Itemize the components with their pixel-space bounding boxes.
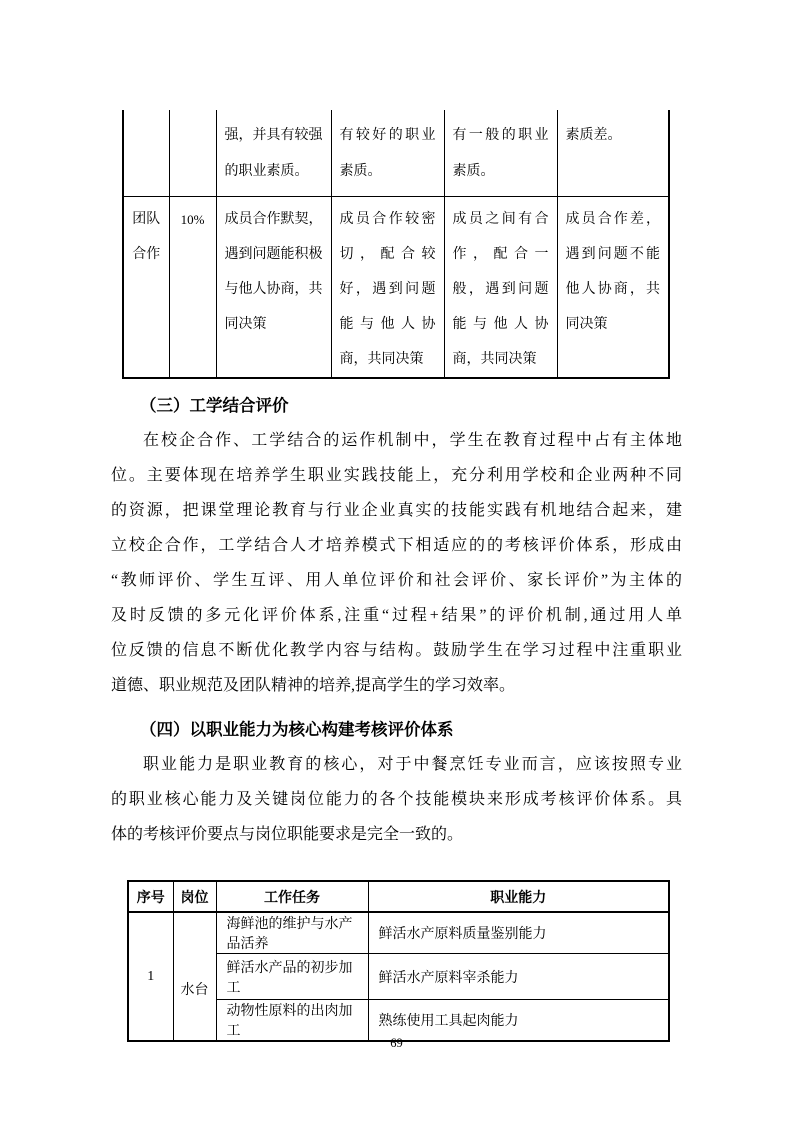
cell-post-name: 水台 — [173, 912, 216, 1041]
table-row — [128, 912, 669, 954]
section3-paragraph — [111, 423, 682, 703]
paragraph-line: 位。主要体现在培养学生职业实践技能上，充分利用学校和企业两种不同 — [111, 467, 682, 484]
paragraph-line: 位反馈的信息不断优化教学内容与结构。鼓励学生在学习过程中注重职业 — [111, 642, 682, 659]
cell-ability: 鲜活水产原料质量鉴别能力 — [368, 912, 669, 954]
cell-criteria-good: 有较好的职业素质。 — [331, 110, 444, 197]
paragraph-line: 的职业核心能力及关键岗位能力的各个技能模块来形成考核评价体系。具 — [111, 791, 682, 808]
cell-criteria-poor: 成员合作差，遇到问题不能他人协商，共同决策 — [557, 197, 669, 379]
cell-weight: 10% — [169, 197, 216, 379]
cell-task: 动物性原料的出肉加工 — [216, 1000, 368, 1042]
cell-seq-number: 1 — [128, 912, 173, 1041]
paragraph-line: 的资源，把课堂理论教育与行业企业真实的技能实践有机地结合起来，建 — [111, 502, 682, 519]
header-task: 工作任务 — [216, 881, 368, 912]
page-content — [111, 110, 682, 1042]
header-post: 岗位 — [173, 881, 216, 912]
header-seq: 序号 — [128, 881, 173, 912]
paragraph-line: 体的考核评价要点与岗位职能要求是完全一致的。 — [111, 826, 464, 843]
cell-criteria-poor: 素质差。 — [557, 110, 669, 197]
cell-criteria-average: 成员之间有合作，配合一般，遇到问题能与他人协商，共同决策 — [444, 197, 557, 379]
cell-task: 海鲜池的维护与水产品活养 — [216, 912, 368, 954]
paragraph-line: 职业能力是职业教育的核心，对于中餐烹饪专业而言，应该按照专业 — [143, 756, 682, 773]
cell-criteria-average: 有一般的职业素质。 — [444, 110, 557, 197]
paragraph-line: 及时反馈的多元化评价体系,注重“过程+结果”的评价机制,通过用人单 — [111, 607, 682, 624]
evaluation-row-partial — [123, 110, 669, 197]
section4-heading: （四）以职业能力为核心构建考核评价体系 — [140, 721, 454, 739]
cell-ability: 鲜活水产原料宰杀能力 — [368, 954, 669, 1000]
section3-heading: （三）工学结合评价 — [140, 397, 289, 415]
cell-criteria-excellent: 成员合作默契，遇到问题能积极与他人协商，共同决策 — [216, 197, 331, 379]
paragraph-line: “教师评价、学生互评、用人单位评价和社会评价、家长评价”为主体的 — [111, 572, 682, 589]
job-competency-table — [127, 880, 670, 1042]
cell-criteria-good: 成员合作较密切，配合较好，遇到问题能与他人协商，共同决策 — [331, 197, 444, 379]
page-number: 69 — [390, 1036, 403, 1050]
evaluation-criteria-table — [122, 110, 670, 379]
evaluation-row-teamwork — [123, 197, 669, 379]
section4-paragraph — [111, 747, 682, 852]
paragraph-line: 在校企合作、工学结合的运作机制中，学生在教育过程中占有主体地 — [143, 432, 682, 449]
cell-item-empty — [123, 110, 169, 197]
job-table-header-row — [128, 881, 669, 912]
cell-criteria-excellent: 强，并具有较强的职业素质。 — [216, 110, 331, 197]
cell-weight-empty — [169, 110, 216, 197]
cell-ability: 熟练使用工具起肉能力 — [368, 1000, 669, 1042]
cell-item-teamwork: 团队合作 — [123, 197, 169, 379]
paragraph-line: 立校企合作，工学结合人才培养模式下相适应的的考核评价体系，形成由 — [111, 537, 682, 554]
cell-task: 鲜活水产品的初步加工 — [216, 954, 368, 1000]
paragraph-line: 道德、职业规范及团队精神的培养,提高学生的学习效率。 — [111, 677, 516, 694]
header-ability: 职业能力 — [368, 881, 669, 912]
